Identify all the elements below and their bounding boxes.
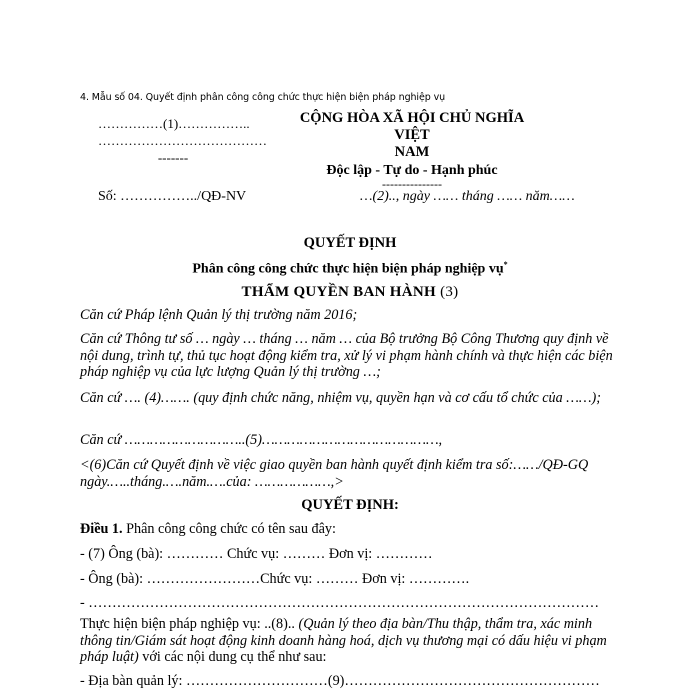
national-title: CỘNG HÒA XÃ HỘI CHỦ NGHĨA VIỆT <box>299 110 525 143</box>
article-1 <box>80 521 625 538</box>
article-1-label: Điều 1. <box>80 521 123 537</box>
document-date: …(2).., ngày …… tháng …… năm…… <box>360 189 575 204</box>
basis-paragraph: Căn cứ ………………………..(5)……………………………………, <box>80 432 443 448</box>
issuing-agency-block <box>98 115 267 166</box>
authority-text: THẨM QUYỀN BAN HÀNH <box>241 284 436 300</box>
measure-paragraph <box>80 616 625 666</box>
document-title: QUYẾT ĐỊNH <box>303 235 397 251</box>
subtitle-mark: * <box>503 260 508 269</box>
basis-paragraph: Căn cứ Pháp lệnh Quản lý thị trường năm 2016; <box>80 307 358 323</box>
section-title: 4. Mẫu số 04. Quyết định phân công công chức thực hiện biện pháp nghiệp vụ <box>80 92 446 103</box>
issuing-authority <box>0 284 700 301</box>
national-title: NAM <box>394 144 430 160</box>
measure-suffix: với các nội dung cụ thể như sau: <box>138 649 327 665</box>
agency-line: ………………………………… <box>98 133 267 148</box>
agency-rule: ------- <box>157 150 189 165</box>
national-header <box>282 110 542 189</box>
official-line: - Ông (bà): ……………………Chức vụ: ……… Đơn vị: …………. <box>80 571 470 587</box>
authority-note: (3) <box>440 284 459 300</box>
basis-paragraph: Căn cứ Thông tư số … ngày … tháng … năm … của Bộ trưởng Bộ Công Thương quy định về nội dung, trình tự, thủ tục hoạt động kiểm tra, xử lý vi phạm hành chính và thực hiện các biện pháp nghiệp vụ của lực lượng Quản lý thị trường …; <box>80 331 613 380</box>
official-line: - ……………………………………………………………………………………………… <box>80 595 600 611</box>
motto: Độc lập - Tự do - Hạnh phúc <box>326 163 498 178</box>
basis-paragraph: Căn cứ …. (4)……. (quy định chức năng, nhiệm vụ, quyền hạn và cơ cấu tổ chức của ……); <box>80 390 601 406</box>
agency-line: ……………(1)…………….. <box>98 116 250 131</box>
measure-options: (Quản lý theo địa bàn/Thu thập, thẩm tra, xác minh thông tin/Giám sát hoạt động kinh doanh hàng hoá, dịch vụ thương mại có dấu hiệu vi phạm pháp luật) <box>80 616 607 665</box>
subtitle-text: Phân công công chức thực hiện biện pháp nghiệp vụ <box>192 261 504 277</box>
document-subtitle <box>0 260 700 278</box>
official-line: - (7) Ông (bà): ………… Chức vụ: ……… Đơn vị: ………… <box>80 546 433 562</box>
measure-prefix: Thực hiện biện pháp nghiệp vụ: ..(8).. <box>80 616 299 632</box>
article-1-text: Phân công công chức có tên sau đây: <box>126 521 336 537</box>
area-line: - Địa bàn quản lý: …………………………(9)……………………………………………… <box>80 673 600 689</box>
basis-paragraph: <(6)Căn cứ Quyết định về việc giao quyền ban hành quyết định kiểm tra số:……/QĐ-GQ ngày.…..tháng.….năm.….của: ………………,> <box>80 457 589 490</box>
document-number: Số: ……………../QĐ-NV <box>98 189 247 204</box>
decision-heading: QUYẾT ĐỊNH: <box>301 497 399 513</box>
motto-rule: --------------- <box>382 177 442 191</box>
